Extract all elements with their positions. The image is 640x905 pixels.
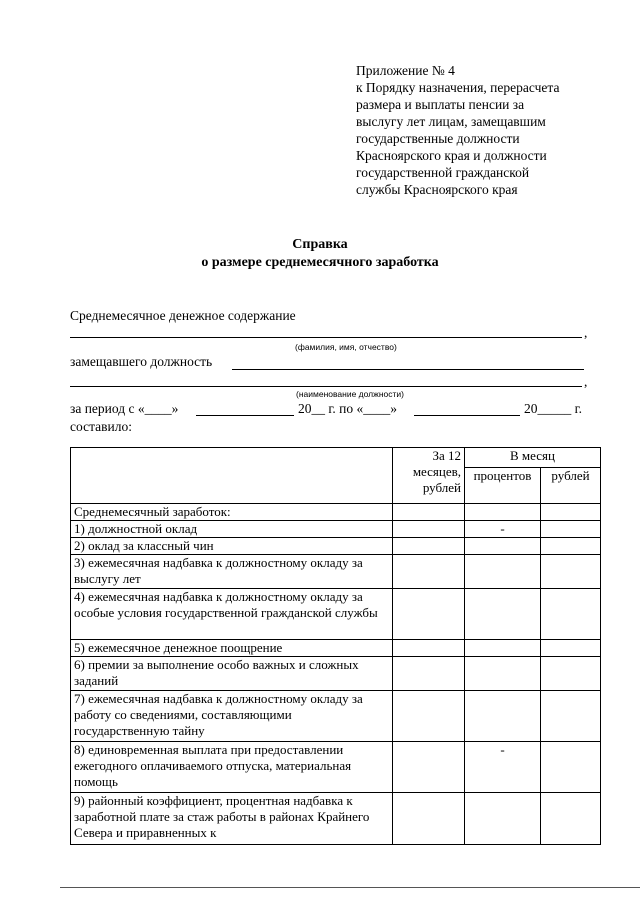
cell-percent[interactable] xyxy=(465,555,541,589)
table-row xyxy=(71,504,601,521)
document-title xyxy=(0,236,640,272)
period-from-label: за период с «____» xyxy=(70,401,179,416)
cell-rub[interactable] xyxy=(541,589,601,640)
cell-12m[interactable] xyxy=(393,521,465,538)
cell-rub[interactable] xyxy=(541,691,601,742)
table-row xyxy=(71,793,601,845)
cell-rub[interactable] xyxy=(541,742,601,793)
cell-rub[interactable] xyxy=(541,504,601,521)
row-label: 3) ежемесячная надбавка к должностному окладу за выслугу лет xyxy=(71,555,393,589)
appendix-block xyxy=(356,62,636,198)
table-row xyxy=(71,589,601,640)
cell-percent[interactable] xyxy=(465,691,541,742)
comma-mark: , xyxy=(584,374,588,389)
cell-12m[interactable] xyxy=(393,640,465,657)
row-label: 9) районный коэффициент, процентная надбавка к заработной плате за стаж работы в районах Крайнего Севера и приравненных к xyxy=(71,793,393,845)
table-row xyxy=(71,538,601,555)
fio-hint: (фамилия, имя, отчество) xyxy=(295,342,397,352)
cell-12m[interactable] xyxy=(393,657,465,691)
salary-table xyxy=(70,447,601,845)
table-row xyxy=(71,640,601,657)
cell-percent[interactable] xyxy=(465,504,541,521)
appendix-line: выслугу лет лицам, замещавшим xyxy=(356,114,546,129)
cell-percent[interactable] xyxy=(465,538,541,555)
table-row xyxy=(71,521,601,538)
cell-12m[interactable] xyxy=(393,538,465,555)
header-blank xyxy=(71,448,393,504)
cell-rub[interactable] xyxy=(541,521,601,538)
table-row xyxy=(71,555,601,589)
row-label: 2) оклад за классный чин xyxy=(71,538,393,555)
position-field-continued[interactable] xyxy=(70,386,582,387)
cell-12m[interactable] xyxy=(393,793,465,845)
cell-rub[interactable] xyxy=(541,657,601,691)
cell-percent[interactable] xyxy=(465,640,541,657)
period-year2: 20_____ г. xyxy=(524,401,583,416)
header-per-month: В месяц xyxy=(465,448,601,468)
cell-12m[interactable] xyxy=(393,691,465,742)
cell-percent[interactable] xyxy=(465,589,541,640)
cell-12m[interactable] xyxy=(393,589,465,640)
row-label: 6) премии за выполнение особо важных и сложных заданий xyxy=(71,657,393,691)
cell-rub[interactable] xyxy=(541,793,601,845)
period-year1: 20__ г. по «____» xyxy=(298,401,397,416)
appendix-line: Красноярского края и должности xyxy=(356,148,547,163)
cell-percent[interactable] xyxy=(465,657,541,691)
cell-12m[interactable] xyxy=(393,555,465,589)
cell-rub[interactable] xyxy=(541,538,601,555)
appendix-line: государственной гражданской xyxy=(356,165,530,180)
document-title-line1: Справка xyxy=(292,237,348,252)
cell-percent[interactable]: - xyxy=(465,742,541,793)
row-label: 8) единовременная выплата при предоставлении ежегодного оплачиваемого отпуска, материальная помощь xyxy=(71,742,393,793)
appendix-line: государственные должности xyxy=(356,131,520,146)
appendix-line: к Порядку назначения, перерасчета xyxy=(356,80,560,95)
table-row xyxy=(71,657,601,691)
result-label: составило: xyxy=(70,419,132,434)
appendix-line: размера и выплаты пенсии за xyxy=(356,97,525,112)
comma-mark: , xyxy=(584,325,588,340)
row-label: 4) ежемесячная надбавка к должностному окладу за особые условия государственной гражданской службы xyxy=(71,589,393,640)
table-row xyxy=(71,691,601,742)
cell-12m[interactable] xyxy=(393,742,465,793)
document-title-line2: о размере среднемесячного заработка xyxy=(201,255,439,270)
header-percent: процентов xyxy=(465,468,541,504)
table-row xyxy=(71,742,601,793)
appendix-title: Приложение № 4 xyxy=(356,63,455,78)
position-hint: (наименование должности) xyxy=(296,389,404,399)
row-label: 5) ежемесячное денежное поощрение xyxy=(71,640,393,657)
fio-field[interactable] xyxy=(70,337,582,338)
row-label: Среднемесячный заработок: xyxy=(71,504,393,521)
appendix-line: службы Красноярского края xyxy=(356,182,518,197)
header-rubles: рублей xyxy=(541,468,601,504)
row-label: 1) должностной оклад xyxy=(71,521,393,538)
cell-percent[interactable] xyxy=(465,793,541,845)
row-label: 7) ежемесячная надбавка к должностному окладу за работу со сведениями, составляющими государственную тайну xyxy=(71,691,393,742)
cell-rub[interactable] xyxy=(541,555,601,589)
salary-label: Среднемесячное денежное содержание xyxy=(70,308,296,323)
period-to-field[interactable] xyxy=(414,415,520,416)
cell-percent[interactable]: - xyxy=(465,521,541,538)
header-12-months: За 12 месяцев, рублей xyxy=(393,448,465,504)
cell-12m[interactable] xyxy=(393,504,465,521)
cell-rub[interactable] xyxy=(541,640,601,657)
page-edge-line xyxy=(60,887,640,888)
position-field[interactable] xyxy=(232,369,584,370)
position-label: замещавшего должность xyxy=(70,354,213,369)
period-from-field[interactable] xyxy=(196,415,294,416)
